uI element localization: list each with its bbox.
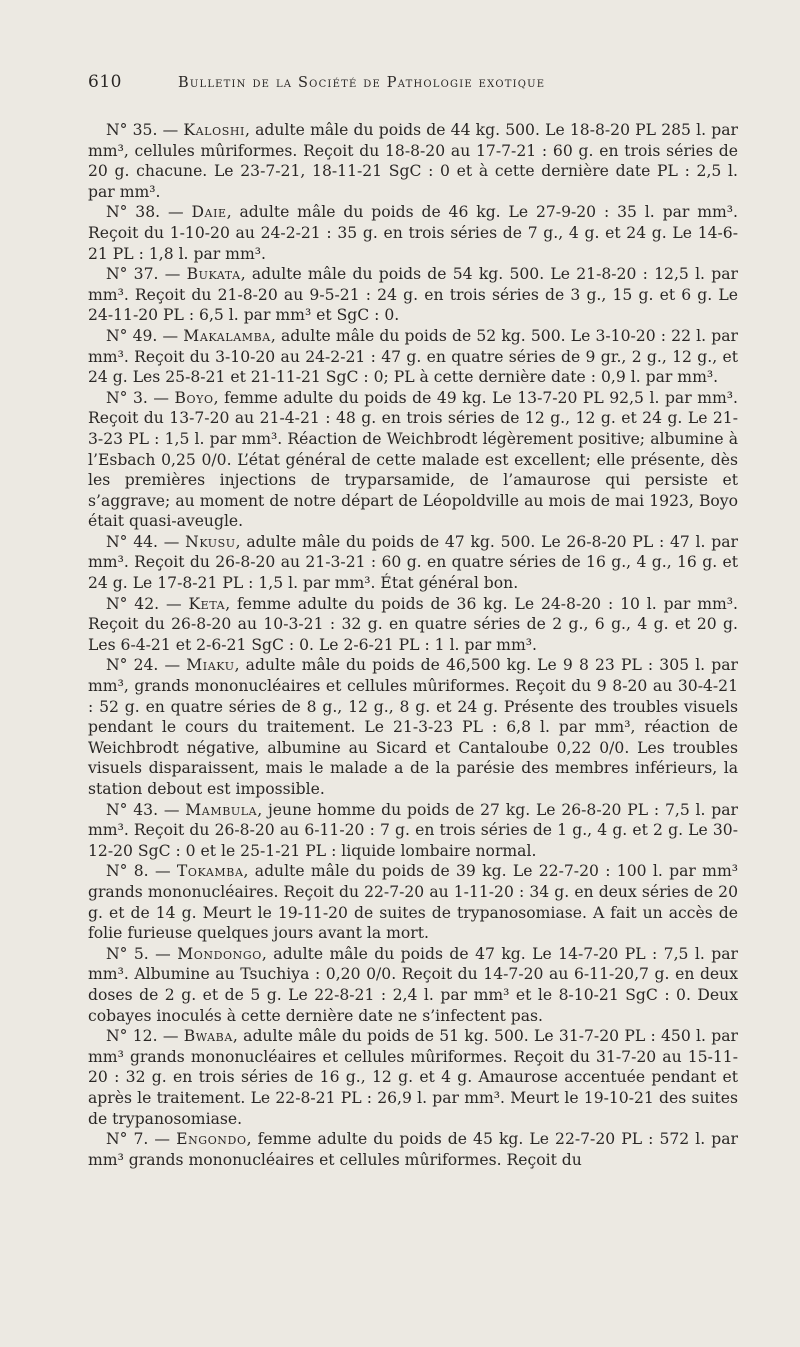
case-text: , femme adulte du poids de 45 kg. Le 22-7-20 PL : 572 l. par mm³ grands mononucléaires et cellules mûriformes. Reçoit du bbox=[88, 1130, 738, 1169]
body-text bbox=[88, 120, 738, 1170]
case-text: , adulte mâle du poids de 46,500 kg. Le 9 8 23 PL : 305 l. par mm³, grands mononucléaires et cellules mûriformes. Reçoit du 9 8-20 au 30-4-21 : 52 g. en quatre séries de 8 g., 12 g., 8 g. et 24 g. Présente des troubles visuels pendant le cours du traitement. Le 21-3-23 PL : 6,8 l. par mm³, réaction de Weichbrodt négative, albumine au Sicard et Cantaloube 0,22 0/0. Les troubles visuels disparaissent, mais le malade a de la parésie des membres inférieurs, la station debout est impossible. bbox=[88, 656, 738, 798]
case-text: , adulte mâle du poids de 47 kg. Le 14-7-20 PL : 7,5 l. par mm³. Albumine au Tsuchiya : 0,20 0/0. Reçoit du 14-7-20 au 6-11-20,7 g. en deux doses de 2 g. et de 5 g. Le 22-8-21 : 2,4 l. par mm³ et le 8-10-21 SgC : 0. Deux cobayes inoculés à cette dernière date ne s’infectent pas. bbox=[88, 944, 738, 1025]
patient-name: Mondongo bbox=[177, 944, 262, 963]
case-paragraph: N° 7. — Engondo, femme adulte du poids de 45 kg. Le 22-7-20 PL : 572 l. par mm³ grands mononucléaires et cellules mûriformes. Reçoit du bbox=[88, 1130, 738, 1169]
case-paragraph: N° 42. — Keta, femme adulte du poids de 36 kg. Le 24-8-20 : 10 l. par mm³. Reçoit du 26-8-20 au 10-3-21 : 32 g. en quatre séries de 2 g., 6 g., 4 g. et 20 g. Les 6-4-21 et 2-6-21 SgC : 0. Le 2-6-21 PL : 1 l. par mm³. bbox=[88, 594, 738, 654]
patient-name: Daie bbox=[191, 203, 227, 222]
case-paragraph: N° 8. — Tokamba, adulte mâle du poids de 39 kg. Le 22-7-20 : 100 l. par mm³ grands mononucléaires. Reçoit du 22-7-20 au 1-11-20 : 34 g. en deux séries de 20 g. et de 14 g. Meurt le 19-11-20 de suites de trypanosomiase. A fait un accès de folie furieuse quelques jours avant la mort. bbox=[88, 862, 738, 943]
case-number: N° 38. bbox=[106, 203, 161, 222]
patient-name: Bwaba bbox=[183, 1027, 233, 1046]
case-number: N° 7. bbox=[106, 1130, 149, 1149]
case-paragraph: N° 43. — Mambula, jeune homme du poids de 27 kg. Le 26-8-20 PL : 7,5 l. par mm³. Reçoit du 26-8-20 au 6-11-20 : 7 g. en trois séries de 1 g., 4 g. et 2 g. Le 30-12-20 SgC : 0 et le 25-1-21 PL : liquide lombaire normal. bbox=[88, 800, 739, 860]
patient-name: Nkusu bbox=[185, 532, 236, 551]
case-text: , adulte mâle du poids de 46 kg. Le 27-9-20 : 35 l. par mm³. Reçoit du 1-10-20 au 24-2-21 : 35 g. en trois séries de 7 g., 4 g. et 24 g. Le 14-6-21 PL : 1,8 l. par mm³. bbox=[88, 203, 738, 263]
case-text: , adulte mâle du poids de 44 kg. 500. Le 18-8-20 PL 285 l. par mm³, cellules mûriformes. Reçoit du 18-8-20 au 17-7-21 : 60 g. en trois séries de 20 g. chacune. Le 23-7-21, 18-11-21 SgC : 0 et à cette dernière date PL : 2,5 l. par mm³. bbox=[88, 121, 738, 201]
case-paragraph: N° 49. — Makalamba, adulte mâle du poids de 52 kg. 500. Le 3-10-20 : 22 l. par mm³. Reçoit du 3-10-20 au 24-2-21 : 47 g. en quatre séries de 9 gr., 2 g., 12 g., et 24 g. Les 25-8-21 et 21-11-21 SgC : 0; PL à cette dernière date : 0,9 l. par mm³. bbox=[88, 326, 738, 387]
case-text: , adulte mâle du poids de 47 kg. 500. Le 26-8-20 PL : 47 l. par mm³. Reçoit du 26-8-20 au 21-3-21 : 60 g. en quatre séries de 16 g., 4 g., 16 g. et 24 g. Le 17-8-21 PL : 1,5 l. par mm³. État général bon. bbox=[88, 532, 738, 593]
running-title: Bulletin de la Société de Pathologie exotique bbox=[178, 75, 546, 91]
case-paragraph: N° 37. — Bukata, adulte mâle du poids de 54 kg. 500. Le 21-8-20 : 12,5 l. par mm³. Reçoit du 21-8-20 au 9-5-21 : 24 g. en trois séries de 3 g., 15 g. et 6 g. Le 24-11-20 PL : 6,5 l. par mm³ et SgC : 0. bbox=[88, 265, 738, 325]
patient-name: Keta bbox=[188, 594, 226, 613]
case-text: , adulte mâle du poids de 39 kg. Le 22-7-20 : 100 l. par mm³ grands mononucléaires. Reçoit du 22-7-20 au 1-11-20 : 34 g. en deux séries de 20 g. et de 14 g. Meurt le 19-11-20 de suites de trypanosomiase. A fait un accès de folie furieuse quelques jours avant la mort. bbox=[88, 862, 738, 943]
page-number: 610 bbox=[88, 72, 122, 92]
case-number: N° 42. bbox=[106, 594, 160, 613]
case-number: N° 44. bbox=[106, 532, 158, 551]
page-header bbox=[88, 72, 738, 98]
case-paragraph: N° 12. — Bwaba, adulte mâle du poids de 51 kg. 500. Le 31-7-20 PL : 450 l. par mm³ grands mononucléaires et cellules mûriformes. Reçoit du 31-7-20 au 15-11-20 : 32 g. en trois séries de 16 g., 12 g. et 4 g. Amaurose accentuée pendant et après le traitement. Le 22-8-21 PL : 26,9 l. par mm³. Meurt le 19-10-21 des suites de trypanosomiase. bbox=[88, 1027, 738, 1128]
patient-name: Engondo bbox=[176, 1130, 247, 1149]
case-number: N° 49. bbox=[106, 326, 158, 345]
patient-name: Bukata bbox=[186, 265, 241, 284]
patient-name: Kaloshi bbox=[183, 121, 245, 139]
case-paragraph: N° 44. — Nkusu, adulte mâle du poids de 47 kg. 500. Le 26-8-20 PL : 47 l. par mm³. Reçoit du 26-8-20 au 21-3-21 : 60 g. en quatre séries de 16 g., 4 g., 16 g. et 24 g. Le 17-8-21 PL : 1,5 l. par mm³. État général bon. bbox=[88, 532, 738, 593]
case-paragraph: N° 38. — Daie, adulte mâle du poids de 46 kg. Le 27-9-20 : 35 l. par mm³. Reçoit du 1-10-20 au 24-2-21 : 35 g. en trois séries de 7 g., 4 g. et 24 g. Le 14-6-21 PL : 1,8 l. par mm³. bbox=[88, 203, 738, 263]
case-number: N° 43. bbox=[106, 800, 159, 819]
case-text: , adulte mâle du poids de 54 kg. 500. Le 21-8-20 : 12,5 l. par mm³. Reçoit du 21-8-20 au 9-5-21 : 24 g. en trois séries de 3 g., 15 g. et 6 g. Le 24-11-20 PL : 6,5 l. par mm³ et SgC : 0. bbox=[88, 265, 738, 325]
case-number: N° 35. bbox=[106, 121, 158, 139]
case-paragraph: N° 3. — Boyo, femme adulte du poids de 49 kg. Le 13-7-20 PL 92,5 l. par mm³. Reçoit du 13-7-20 au 21-4-21 : 48 g. en trois séries de 12 g., 12 g. et 24 g. Le 21-3-23 PL : 1,5 l. par mm³. Réaction de Weichbrodt légèrement positive; albumine à l’Esbach 0,25 0/0. L’état général de cette malade est excellent; elle présente, dès les premières injections de tryparsamide, de l’amaurose qui persiste et s’aggrave; au moment de notre départ de Léopoldville au mois de mai 1923, Boyo était quasi-aveugle. bbox=[88, 388, 738, 531]
case-number: N° 24. bbox=[106, 656, 159, 675]
case-number: N° 12. bbox=[106, 1027, 158, 1046]
case-number: N° 3. bbox=[106, 388, 148, 407]
patient-name: Mambula bbox=[185, 800, 258, 819]
case-paragraph: N° 5. — Mondongo, adulte mâle du poids de 47 kg. Le 14-7-20 PL : 7,5 l. par mm³. Albumine au Tsuchiya : 0,20 0/0. Reçoit du 14-7-20 au 6-11-20,7 g. en deux doses de 2 g. et de 5 g. Le 22-8-21 : 2,4 l. par mm³ et le 8-10-21 SgC : 0. Deux cobayes inoculés à cette dernière date ne s’infectent pas. bbox=[88, 944, 738, 1025]
case-number: N° 8. bbox=[106, 862, 149, 881]
case-text: , jeune homme du poids de 27 kg. Le 26-8-20 PL : 7,5 l. par mm³. Reçoit du 26-8-20 au 6-11-20 : 7 g. en trois séries de 1 g., 4 g. et 2 g. Le 30-12-20 SgC : 0 et le 25-1-21 PL : liquide lombaire normal. bbox=[88, 800, 739, 860]
patient-name: Boyo bbox=[174, 388, 214, 407]
case-paragraph: N° 35. — Kaloshi, adulte mâle du poids de 44 kg. 500. Le 18-8-20 PL 285 l. par mm³, cellules mûriformes. Reçoit du 18-8-20 au 17-7-21 : 60 g. en trois séries de 20 g. chacune. Le 23-7-21, 18-11-21 SgC : 0 et à cette dernière date PL : 2,5 l. par mm³. bbox=[88, 121, 738, 201]
patient-name: Tokamba bbox=[176, 862, 244, 881]
patient-name: Miaku bbox=[186, 656, 235, 675]
case-text: , femme adulte du poids de 49 kg. Le 13-7-20 PL 92,5 l. par mm³. Reçoit du 13-7-20 au 21-4-21 : 48 g. en trois séries de 12 g., 12 g. et 24 g. Le 21-3-23 PL : 1,5 l. par mm³. Réaction de Weichbrodt légèrement positive; albumine à l’Esbach 0,25 0/0. L’état général de cette malade est excellent; elle présente, dès les premières injections de tryparsamide, de l’amaurose qui persiste et s’aggrave; au moment de notre départ de Léopoldville au mois de mai 1923, Boyo était quasi-aveugle. bbox=[88, 388, 738, 531]
patient-name: Makalamba bbox=[183, 326, 271, 345]
case-number: N° 37. bbox=[106, 265, 159, 284]
case-text: , adulte mâle du poids de 52 kg. 500. Le 3-10-20 : 22 l. par mm³. Reçoit du 3-10-20 au 24-2-21 : 47 g. en quatre séries de 9 gr., 2 g., 12 g., et 24 g. Les 25-8-21 et 21-11-21 SgC : 0; PL à cette dernière date : 0,9 l. par mm³. bbox=[88, 326, 738, 387]
case-number: N° 5. bbox=[106, 944, 149, 963]
case-text: , adulte mâle du poids de 51 kg. 500. Le 31-7-20 PL : 450 l. par mm³ grands mononucléaires et cellules mûriformes. Reçoit du 31-7-20 au 15-11-20 : 32 g. en trois séries de 16 g., 12 g. et 4 g. Amaurose accentuée pendant et après le traitement. Le 22-8-21 PL : 26,9 l. par mm³. Meurt le 19-10-21 des suites de trypanosomiase. bbox=[88, 1027, 738, 1128]
case-text: , femme adulte du poids de 36 kg. Le 24-8-20 : 10 l. par mm³. Reçoit du 26-8-20 au 10-3-21 : 32 g. en quatre séries de 2 g., 6 g., 4 g. et 20 g. Les 6-4-21 et 2-6-21 SgC : 0. Le 2-6-21 PL : 1 l. par mm³. bbox=[88, 594, 738, 654]
case-paragraph: N° 24. — Miaku, adulte mâle du poids de 46,500 kg. Le 9 8 23 PL : 305 l. par mm³, grands mononucléaires et cellules mûriformes. Reçoit du 9 8-20 au 30-4-21 : 52 g. en quatre séries de 8 g., 12 g., 8 g. et 24 g. Présente des troubles visuels pendant le cours du traitement. Le 21-3-23 PL : 6,8 l. par mm³, réaction de Weichbrodt négative, albumine au Sicard et Cantaloube 0,22 0/0. Les troubles visuels disparaissent, mais le malade a de la parésie des membres inférieurs, la station debout est impossible. bbox=[88, 656, 738, 798]
